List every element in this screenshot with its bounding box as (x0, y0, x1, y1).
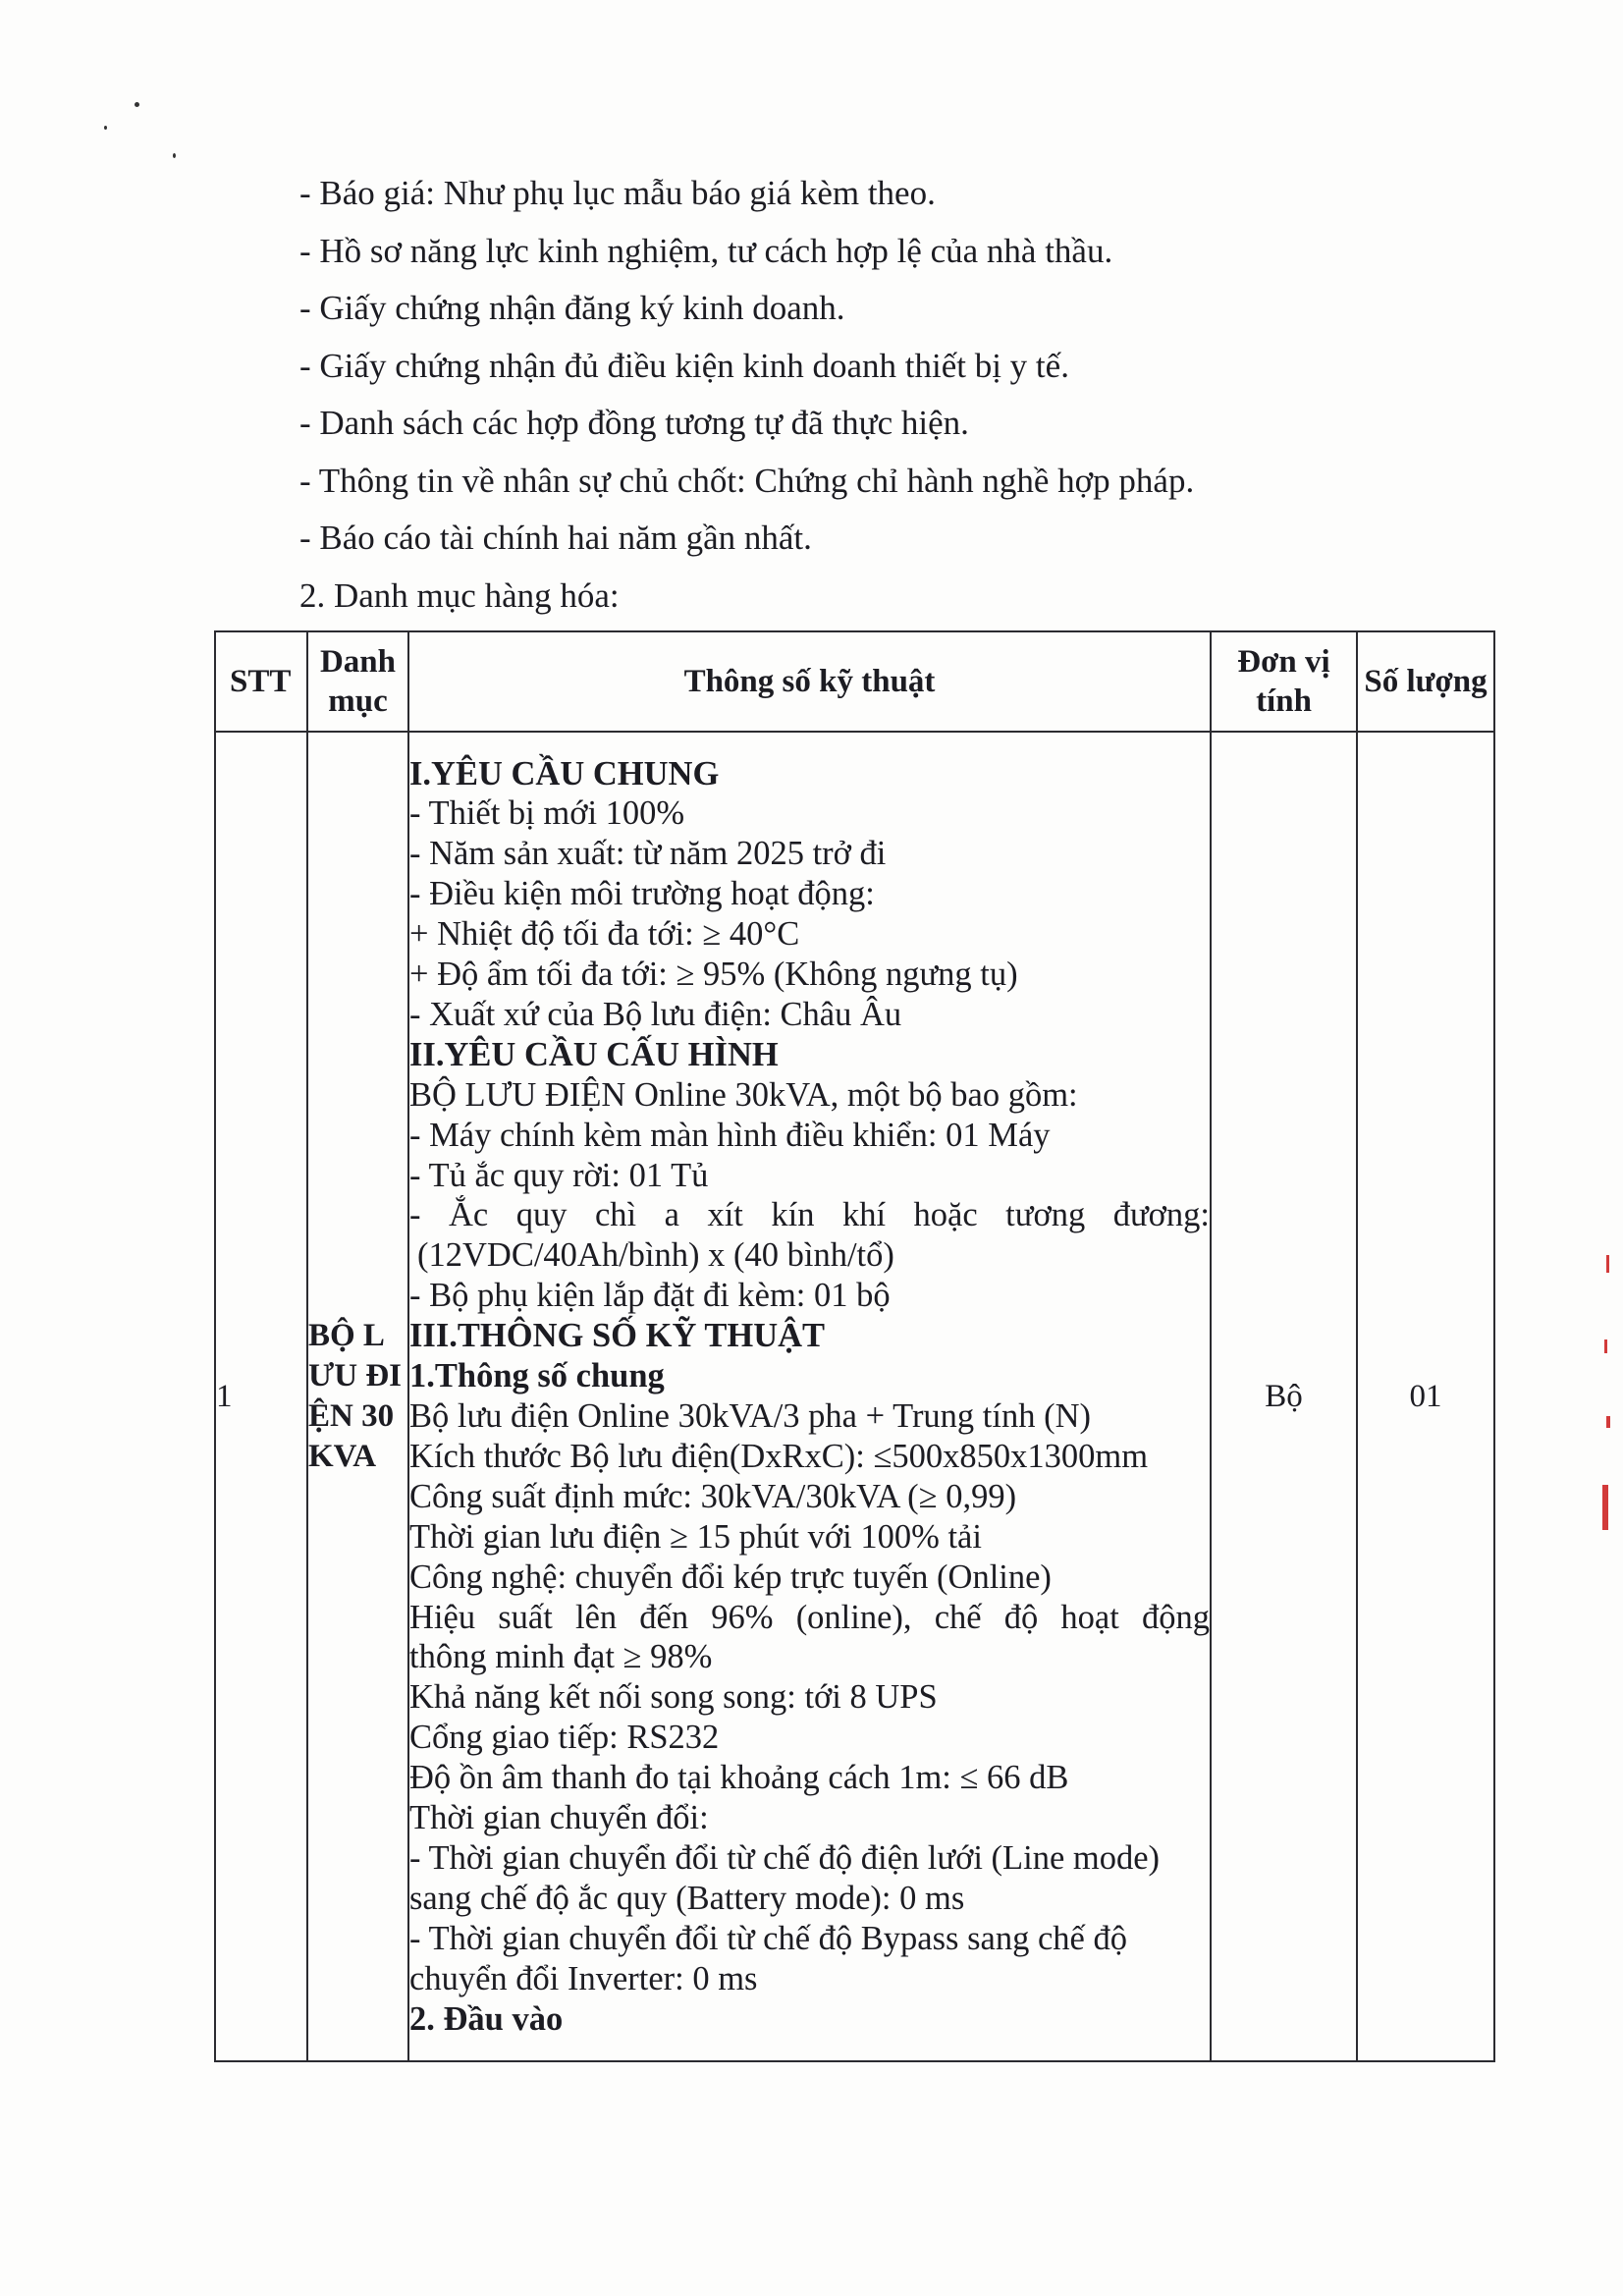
requirement-line: - Thông tin về nhân sự chủ chốt: Chứng chỉ hành nghề hợp pháp. (299, 461, 1195, 500)
spec-line: + Độ ẩm tối đa tới: ≥ 95% (Không ngưng tụ) (409, 956, 1018, 994)
spec-line: - Thời gian chuyển đổi từ chế độ điện lưới (Line mode) (409, 1838, 1161, 1877)
spec-line: - Ắc quy chì a xít kín khí hoặc tương đương: (409, 1196, 1210, 1234)
cell-spec (408, 732, 1211, 2061)
table-header-row (215, 631, 1494, 732)
red-edge-mark (1604, 1339, 1607, 1353)
goods-table (214, 630, 1495, 2062)
spec-line: Kích thước Bộ lưu điện(DxRxC): ≤500x850x1300mm (409, 1437, 1149, 1475)
spec-subheading: 2. Đầu vào (409, 1999, 564, 2038)
spec-line: Thời gian lưu điện ≥ 15 phút với 100% tải (409, 1517, 982, 1556)
spec-line: sang chế độ ắc quy (Battery mode): 0 ms (409, 1879, 965, 1917)
requirement-line: - Báo cáo tài chính hai năm gần nhất. (299, 519, 812, 557)
spec-line: Thời gian chuyển đổi: (409, 1799, 709, 1837)
spec-line: Công suất định mức: 30kVA/30kVA (≥ 0,99) (409, 1477, 1017, 1515)
scan-speck (104, 126, 107, 130)
header-category: Danh mục (307, 631, 408, 732)
spec-line: Độ ồn âm thanh đo tại khoảng cách 1m: ≤ 66 dB (409, 1759, 1069, 1797)
spec-line: - Năm sản xuất: từ năm 2025 trở đi (409, 835, 887, 873)
spec-line: (12VDC/40Ah/bình) x (40 bình/tổ) (417, 1236, 894, 1275)
spec-heading: I.YÊU CẦU CHUNG (409, 754, 720, 793)
spec-line: Hiệu suất lên đến 96% (online), chế độ hoạt động (409, 1598, 1210, 1636)
spec-line: - Máy chính kèm màn hình điều khiển: 01 Máy (409, 1116, 1051, 1154)
spec-line: + Nhiệt độ tối đa tới: ≥ 40°C (409, 915, 800, 954)
requirement-line: - Danh sách các hợp đồng tương tự đã thực hiện. (299, 404, 969, 442)
cell-qty: 01 (1357, 732, 1494, 2061)
section-heading: 2. Danh mục hàng hóa: (299, 575, 620, 615)
scan-speck (173, 153, 176, 158)
spec-line: Khả năng kết nối song song: tới 8 UPS (409, 1678, 938, 1717)
requirement-line: - Báo giá: Như phụ lục mẫu báo giá kèm theo. (299, 174, 936, 212)
header-spec: Thông số kỹ thuật (408, 631, 1211, 732)
spec-line: Công nghệ: chuyển đổi kép trực tuyến (Online) (409, 1558, 1052, 1596)
spec-line: chuyển đổi Inverter: 0 ms (409, 1959, 758, 1997)
spec-line: - Điều kiện môi trường hoạt động: (409, 875, 875, 913)
spec-line: Bộ lưu điện Online 30kVA/3 pha + Trung tính (N) (409, 1397, 1091, 1435)
cell-stt: 1 (215, 732, 307, 2061)
spec-line: - Thiết bị mới 100% (409, 794, 685, 833)
scan-speck (135, 102, 139, 107)
spec-line: - Tủ ắc quy rời: 01 Tủ (409, 1156, 709, 1194)
spec-line: - Xuất xứ của Bộ lưu điện: Châu Âu (409, 995, 902, 1033)
red-edge-mark (1606, 1416, 1610, 1428)
spec-line: - Bộ phụ kiện lắp đặt đi kèm: 01 bộ (409, 1277, 891, 1315)
spec-line: - Thời gian chuyển đổi từ chế độ Bypass sang chế độ (409, 1919, 1127, 1957)
intro-section (299, 165, 1478, 625)
table-row (215, 732, 1494, 2061)
header-qty: Số lượng (1357, 631, 1494, 732)
red-edge-mark (1606, 1255, 1609, 1273)
cell-unit: Bộ (1211, 732, 1357, 2061)
header-stt: STT (215, 631, 307, 732)
spec-heading: II.YÊU CẦU CẤU HÌNH (409, 1035, 779, 1073)
spec-subheading: 1.Thông số chung (409, 1357, 665, 1395)
requirement-line: - Giấy chứng nhận đủ điều kiện kinh doanh thiết bị y tế. (299, 346, 1069, 385)
spec-heading: III.THÔNG SỐ KỸ THUẬT (409, 1317, 826, 1355)
requirement-line: - Hồ sơ năng lực kinh nghiệm, tư cách hợp lệ của nhà thầu. (299, 231, 1113, 270)
spec-line: Cổng giao tiếp: RS232 (409, 1719, 720, 1757)
spec-line: BỘ LƯU ĐIỆN Online 30kVA, một bộ bao gồm: (409, 1075, 1078, 1114)
requirement-line: - Giấy chứng nhận đăng ký kinh doanh. (299, 289, 845, 327)
spec-line: thông minh đạt ≥ 98% (409, 1638, 713, 1676)
cell-category: BỘ LƯU ĐIỆN 30KVA (307, 732, 408, 2061)
header-unit: Đơn vị tính (1211, 631, 1357, 732)
red-edge-mark (1602, 1485, 1608, 1530)
